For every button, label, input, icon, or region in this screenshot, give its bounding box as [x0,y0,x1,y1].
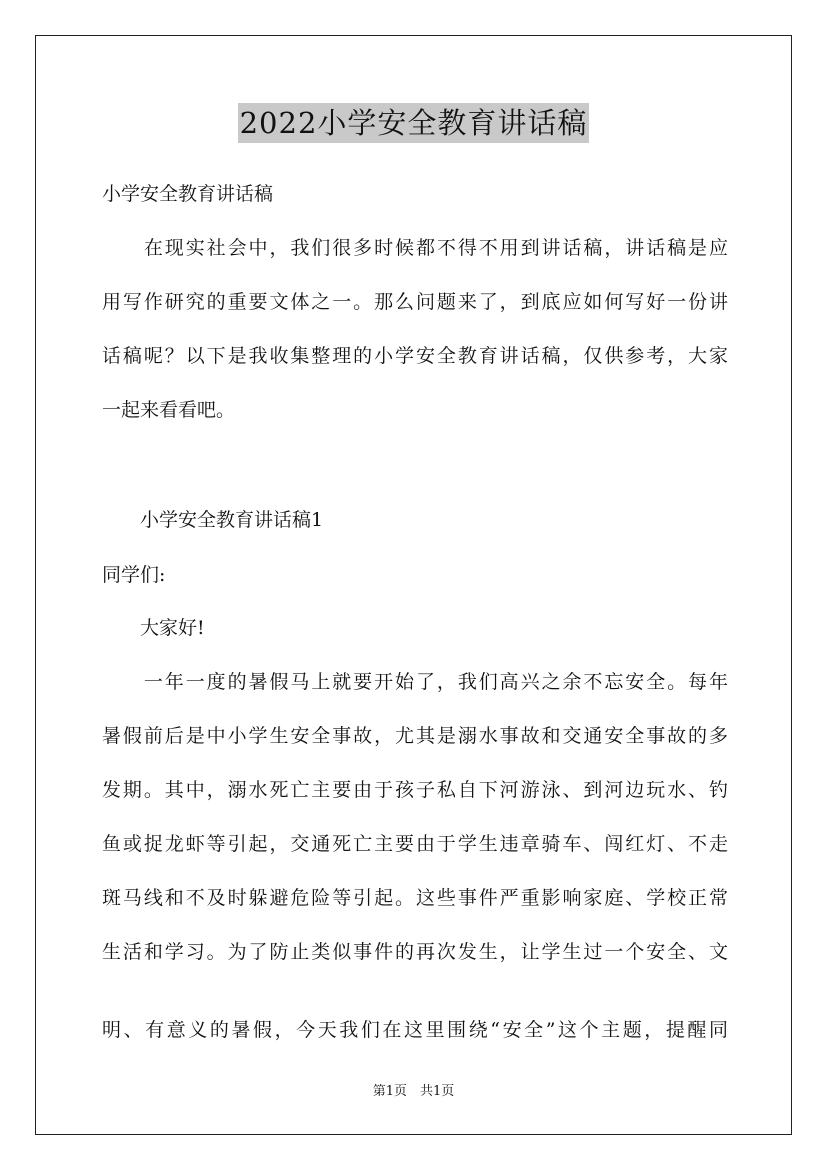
body-line-3: 发期。其中，溺水死亡主要由于孩子私自下河游泳、到河边玩水、钓 [102,779,728,801]
section-heading: 小学安全教育讲话稿1 [102,509,324,531]
body-line-5: 斑马线和不及时躲避危险等引起。这些事件严重影响家庭、学校正常 [102,887,728,909]
body-line-4: 鱼或捉龙虾等引起，交通死亡主要由于学生违章骑车、闯红灯、不走 [102,833,728,855]
intro-line-4: 一起来看看吧。 [102,399,236,421]
body-line-2: 暑假前后是中小学生安全事故，尤其是溺水事故和交通安全事故的多 [102,725,728,747]
intro-line-1: 在现实社会中，我们很多时候都不得不用到讲话稿，讲话稿是应 [102,237,728,259]
body-line-1: 一年一度的暑假马上就要开始了，我们高兴之余不忘安全。每年 [102,671,728,693]
salutation: 同学们: [102,564,166,586]
page-footer: 第1页 共1页 [372,1084,455,1099]
subtitle: 小学安全教育讲话稿 [102,183,274,205]
body-line-7: 明、有意义的暑假，今天我们在这里围绕“安全”这个主题，提醒同 [102,1019,728,1041]
document-title: 2022小学安全教育讲话稿 [238,103,590,143]
greeting: 大家好! [102,617,205,639]
intro-line-2: 用写作研究的重要文体之一。那么问题来了，到底应如何写好一份讲 [102,291,728,313]
title-container [0,103,827,143]
body-line-6: 生活和学习。为了防止类似事件的再次发生，让学生过一个安全、文 [102,941,728,963]
intro-line-3: 话稿呢？以下是我收集整理的小学安全教育讲话稿，仅供参考，大家 [102,345,728,367]
